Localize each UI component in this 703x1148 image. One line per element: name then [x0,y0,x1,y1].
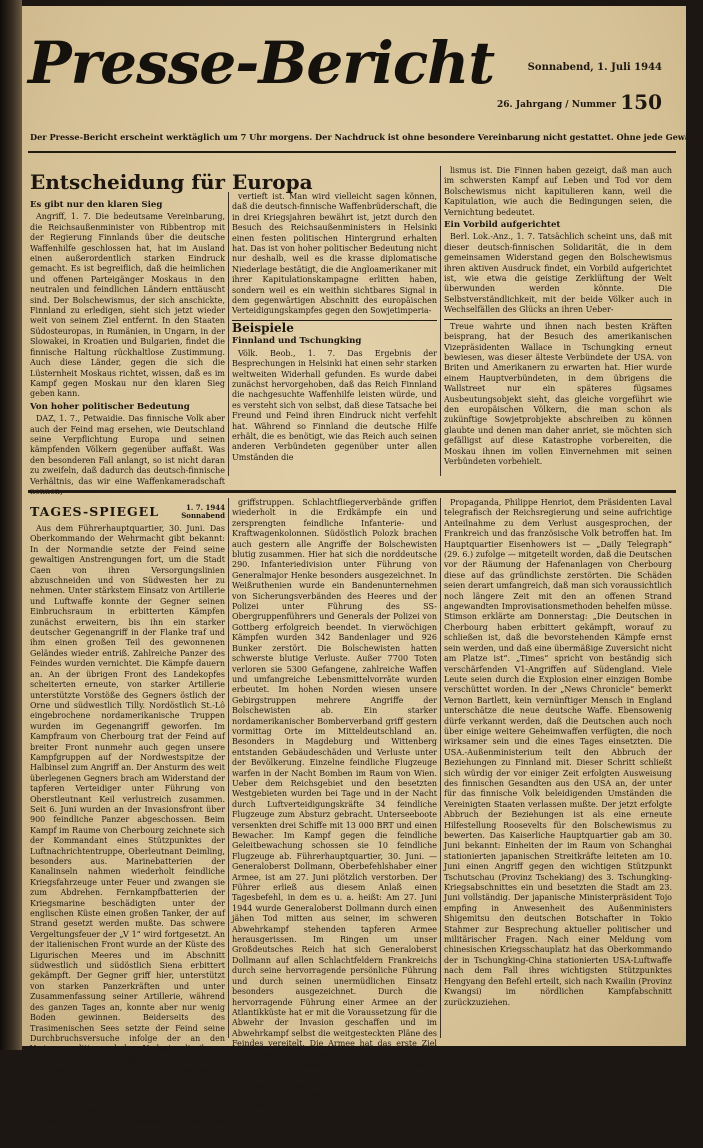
paragraph: vertieft ist. Man wird vielleicht sagen können, daß die deutsch-finnische Waffenbrüderschaft, die in drei Kriegsjahren bewährt ist, jetzt durch den Besuch des Reichsaußenministers in Helsinki einen festen politischen Hintergrund erhalten hat. Das ist von hoher politischer Bedeutung nicht nur deshalb, weil es die krasse diplomatische Niederlage bestätigt, die die Angloamerikaner mit ihrer Kapitulationskampagne erlitten haben, sondern weil es ein weithin sichtbares Signal in dem gegenwärtigen Abschnitt des europäischen Verteidigungskampfes gegen den Sowjetimperia- [232,192,437,316]
issue-volume: 26. Jahrgang / Nummer [497,100,616,110]
column-rule [440,166,441,476]
tagesspiegel-header [30,504,225,519]
masthead-title: Presse-Bericht [28,29,495,97]
section-heading: Beispiele [232,320,294,335]
book-binding [0,0,22,1050]
column-rule [228,192,229,476]
paragraph: Treue wahrte und ihnen nach besten Kräften beisprang, hat der Besuch des amerikanischen Vizepräsidenten Wallace in Tschungking erneut bewiesen, was dieser älteste Verbündete der USA. von Briten und Amerikanern zu erwarten hat. Hier wurde einem Hauptverbündeten, in dem übrigens die Wallstreet nur ein späteres fügsames Ausbeutungsobjekt sieht, das gleiche vorgeführt wie den europäischen Völkern, die man schon als zukünftige Sowjetprobjekte abschreiben zu können glaubte und denen man daher anriet, sie möchten sich gefälligst auf diese Katastrophe vorbereiten, die Moskau ihnen im vollen Einvernehmen mit seinen Verbündeten vorbehielt. [444,321,672,466]
paragraph: griffstruppen. Schlachtfliegerverbände griffen wiederholt in die Erdkämpfe ein und zersprengten feindliche Infanterie- und Kraftwagenkolonnen. Südöstlich Polozk brachen auch gestern alle Angriffe der Bolschewisten blutig zusammen. Hier hat sich die norddeutsche 290. Infanteriedivision unter Führung von Generalmajor Henke besonders ausgezeichnet. In Weißruthenien wurde ein Bandenunternehmen von Sicherungsverbänden des Heeres und der Polizei unter Führung des SS-Obergruppenführers und Generals der Polizei von Gottberg erfolgreich beendet. In vierwöchigen Kämpfen wurden 342 Bandenlager und 926 Bunker zerstört. Die Bolschewisten hatten schwerste blutige Verluste. Außer 7700 Toten verloren sie 5300 Gefangene, zahlreiche Waffen und umfangreiche Lebensmittelvorräte wurden erbeutet. Im hohen Norden wiesen unsere Gebirgstruppen mehrere Angriffe der Bolschewisten ab. Ein starker nordamerikanischer Bomberverband griff gestern vormittag Orte im Mitteldeutschland an. Besonders in Magdeburg und Wittenberg entstanden Gebäudeschäden und Verluste unter der Bevölkerung. Einzelne feindliche Flugzeuge warfen in der Nacht Bomben im Raum von Wien. Ueber dem Reichsgebiet und den besetzten Westgebieten wurden bei Tage und in der Nacht durch Luftverteidigungskräfte 34 feindliche Flugzeuge zum Absturz gebracht. Unterseeboote versenkten drei Schiffe mit 13 000 BRT und einen Bewacher. Im Kampf gegen die feindliche Geleitbewachung schossen sie 10 feindliche Flugzeuge ab. Führerhauptquartier, 30. Juni. — Generaloberst Dollmann, Oberbefehlshaber einer Armee, ist am 27. Juni plötzlich verstorben. Der Führer erließ aus diesem Anlaß einen Tagesbefehl, in dem es u. a. heißt: Am 27. Juni 1944 wurde Generaloberst Dollmann durch einen jähen Tod mitten aus seiner, im schweren Abwehrkampf stehenden tapferen Armee herausgerissen. Im Ringen um unser Großdeutsches Reich hat sich Generaloberst Dollmann auf allen Schlachtfeldern Frankreichs durch seine hervorragende persönliche Führung und durch seinen unermüdlichen Einsatz besonders ausgezeichnet. Durch die hervorragende Führung einer Armee an der Atlantikküste hat er mit die Voraussetzung für die Abwehr der Invasion geschaffen und im Abwehrkampf selbst die weitgesteckten Pläne des Feindes vereitelt. Die Armee hat das erste Ziel der Landung des Gegners zunichtegemacht. Das Heer senkt in stolzer Trauer vor dem toten Oberbefehlshaber einer tapferen Armee die Reichskriegsflagge. Der Reichsminister des Auswärtigen von Ribbentrop hat aus Anlaß der Ermordung des französischen Staatssekretärs für Information und [232,498,437,1121]
column-rule [440,498,441,1038]
paragraph: DAZ, 1. 7., Petwaidie. Das finnische Volk aber auch der Feind mag ersehen, wie Deutschland seine Verpflichtung Europa und seinen kämpfenden Völkern gegenüber auffaßt. Was den besonderen Fall anlangt, so ist nicht daran zu zweifeln, daß dadurch das deutsch-finnische Verhältnis, das wir eine Waffenkameradschaft nennen, [30,414,225,496]
issue-date: Sonnabend, 1. Juli 1944 [527,62,662,73]
column-rule [228,498,229,1038]
section-divider [28,490,676,493]
subheading: Von hoher politischer Bedeutung [30,401,190,412]
subheading: Finnland und Tschungking [232,336,362,347]
lead-headline: Entscheidung für Europa [30,170,313,194]
paragraph: Angriff, 1. 7. Die bedeutsame Vereinbarung, die Reichsaußenminister von Ribbentrop mit der Regierung Finnlands über die deutsche Waffenhilfe geschlossen hat, hat im Ausland einen außerordentlich starken Eindruck gemacht. Es ist begreiflich, daß die heimlichen und offenen Parteigänger Moskaus in den neutralen und feindlichen Ländern enttäuscht sind. Der Bolschewismus, der sich anschickte, Finnland zu erledigen, sieht sich jetzt wieder weit von seinem Ziel entfernt. In den Staaten Südosteuropas, in Rumänien, in Ungarn, in der Slowakei, in Kroatien und Bulgarien, findet die finnische Haltung rückhaltlose Zustimmung. Auch diese Länder, gegen die sich die Lüsternheit Moskaus richtet, wissen, daß es im Kampf gegen Moskau nur den klaren Sieg geben kann. [30,212,225,399]
lead-column-3 [444,166,672,476]
tagesspiegel-column-1 [30,524,225,1147]
paragraph: lismus ist. Die Finnen haben gezeigt, daß man auch im schwersten Kampf auf Leben und Tod vor dem Bolschewismus nicht kapitulieren kann, weil die Kapitulation, wie auch die Bedingungen seien, die Vernichtung bedeutet. [444,166,672,217]
paragraph: Berl. Lok.-Anz., 1. 7. Tatsächlich scheint uns, daß mit dieser deutsch-finnischen Solidarität, die in dem gemeinsamen Widerstand gegen den Bolschewismus ihren aktiven Ausdruck findet, ein Vorbild aufgerichtet ist, wie etwa die geistige Zerklüftung der Welt überwunden werden könnte. Die Selbstverständlichkeit, mit der beide Völker auch in Wechselfällen des Glücks an ihren Ueber- [444,232,672,315]
masthead-subline: Der Presse-Bericht erscheint werktäglich um 7 Uhr morgens. Der Nachdruck ist ohne besondere Vereinbarung nicht gestattet. Ohne jede Gewähr. [30,132,703,142]
subheading: Ein Vorbild aufgerichtet [444,220,561,231]
section-rule [444,319,672,320]
newspaper-page [22,6,703,1147]
lead-column-1 [30,198,225,496]
paragraph: Völk. Beob., 1. 7. Das Ergebnis der Besprechungen in Helsinki hat einen sehr starken weltweiten Widerhall gefunden. Es wurde dabei zunächst hervorgehoben, daß das Reich Finnland die nachgesuchte Waffenhilfe leisten würde, und es versteht sich von selbst, daß diese Tatsache bei Freund und Feind ihren Eindruck nicht verfehlt hat. Während so Finnland die deutsche Hilfe erhält, die es benötigt, wie das Reich auch seinen anderen Verbündeten gegenüber unter allen Umständen die [232,348,437,462]
masthead-rule [28,151,676,153]
lead-column-2 [232,192,437,476]
tagesspiegel-title: TAGES-SPIEGEL [30,504,159,519]
paragraph: Propaganda, Philippe Henriot, dem Präsidenten Laval telegrafisch der Reichsregierung und seine aufrichtige Anteilnahme zu dem Verlust ausgesprochen, der Frankreich und das französische Volk betroffen hat. Im Hauptquartier Eisenhowers ist — „Daily Telegraph“ (29. 6.) zufolge — mitgeteilt worden, daß die Deutschen vor der Räumung der Hafenanlagen von Cherbourg diese auf das gründlichste zerstörten. Die Schäden seien derart umfangreich, daß man sich voraussichtlich noch längere Zeit mit den an offenen Strand angewandten Improvisationsmethoden behelfen müsse. Stimson erklärte am Donnerstag: „Die Deutschen in Cherbourg haben erbittert gekämpft, worauf zu schließen ist, daß die bevorstehenden Kämpfe ernst sein werden, und daß eine übermäßige Zuversicht nicht am Platze ist“. „Times“ spricht von beständig sich verschärfenden V1-Angriffen auf Südengland. Viele Leute seien durch die Explosion einer einzigen Bombe verschüttet worden. In der „News Chronicle“ bemerkt Vernon Bartlett, kein vernünftiger Mensch in England unterschätze die neue deutsche Waffe. Ebensowenig dürfe verkannt werden, daß die Deutschen auch noch über einige weitere Geheimwaffen verfügten, die noch wirksamer sein und die eines Tages einsetzten. Die USA.-Außenministerium teilt den Abbruch der Beziehungen zu Finnland mit. Dieser Schritt schließt sich würdig der vor einiger Zeit erfolgten Ausweisung des finnischen Gesandten aus den USA an, der unter für das finnische Volk beleidigenden Umständen die Vereinigten Staaten verlassen mußte. Der jetzt erfolgte Abbruch der Beziehungen ist als eine erneute Hilfestellung Roosevelts für den Bolschewismus zu bewerten. Das Kaiserliche Hauptquartier gab am 30. Juni bekannt: Einheiten der im Raum von Schanghai stationierten japanischen Streitkräfte leiteten am 10. Juni einen Angriff gegen den wichtigen Stützpunkt Tschutschau (Provinz Tschekiang) des 3. Tschungking-Kriegsabschnittes ein und besetzten die Stadt am 23. Juni vollständig. Der japanische Ministerpräsident Tojo empfing in Anwesenheit des Außenministers Shigemitsu den deutschen Botschafter in Tokio Stahmer zur Besprechung aktueller politischer und militärischer Fragen. Nach einer Meldung vom chinesischen Kriegsschauplatz hat das Oberkommando der in Tschungking-China stationierten USA-Luftwaffe nach dem Fall ihres wichtigsten Stützpunktes Hengyang den Befehl erteilt, sich nach Kwailin (Provinz Kwangsi) im nördlichen Kampfabschnitt zurückzuziehen. [444,498,672,1007]
issue-number: 150 [620,90,662,114]
tagesspiegel-column-2 [232,498,437,1121]
tagesspiegel-column-3 [444,498,672,1038]
paragraph: Aus dem Führerhauptquartier, 30. Juni. Das Oberkommando der Wehrmacht gibt bekannt: In der Normandie setzte der Feind seine gewaltigen Anstrengungen fort, um die Stadt Caen von ihren Versorgungslinien abzuschneiden und von Südwesten her zu nehmen. Unter stärkstem Einsatz von Artillerie und Luftwaffe konnte der Gegner seinen Einbruchsraum in erbitterten Kämpfen zunächst erweitern, bis ihn ein starker deutscher Gegenangriff in der Flanke traf und ihm einen großen Teil des gewonnenen Geländes wieder entriß. Zahlreiche Panzer des Feindes wurden vernichtet. Die Kämpfe dauern an. An der übrigen Front des Landekopfes scheiterten erneute, von starker Artillerie unterstützte Vorstöße des Gegners östlich der Orne und südwestlich Tilly. Nordöstlich St.-Lô eingebrochene nordamerikanische Truppen wurden im Gegenangriff geworfen. Im Kampfraum von Cherbourg trat der Feind auf breiter Front nunmehr auch gegen unsere Kampfgruppen auf der Nordwestspitze der Halbinsel zum Angriff an. Der Ansturm des weit überlegenen Gegners brach am Widerstand der tapferen Verteidiger unter Führung von Oberstleutnant Keil verlustreich zusammen. Seit 6. Juni wurden an der Invasionsfront über 900 feindliche Panzer abgeschossen. Beim Kampf im Raume von Cherbourg zeichnete sich der Kommandant eines Stützpunktes der Luftnachrichtentruppe, Oberleutnant Deimling, besonders aus. Marinebatterien der Kanalinseln nahmen wiederholt feindliche Kriegsfahrzeuge unter Feuer und zwangen sie zum Abdrehen. Fernkampfbatterien der Kriegsmarine beschädigten unter der englischen Küste einen großen Tanker, der auf Strand gesetzt werden mußte. Das schwere Vergeltungsfeuer der „V 1“ wird fortgesetzt. An der italienischen Front wurde an der Küste des Ligurischen Meeres und im Abschnitt südwestlich und südöstlich Siena erbittert gekämpft. Der Gegner griff hier, unterstützt von starken Panzerkräften und unter Zusammenfassung seiner Artillerie, während des ganzen Tages an, konnte aber nur wenig Boden gewinnen. Beiderseits des Trasimenischen Sees setzte der Feind seine Durchbruchsversuche infolge der an den Vortagen erlittenen hohen Verluste, die ihn zu erneuten Umgruppierungen zwangen, gestern während des Tages nicht fort. Erst gegen Abend nahm er seine Angriffe wieder auf, die noch im Gange sind. In der Mitte der Ostfront wird weiter erbittert gekämpft. Zwischen Sluzk und Bobruisk wurden feindliche Angriffsspitzen an einigen Stellen aufgefangen. Bei Borissow und südwestlich Polozk kam es zu heftigen Kämpfen mit feindlichen An- [30,524,225,1147]
subheading: Es gibt nur den klaren Sieg [30,200,163,210]
tagesspiegel-date: 1. 7. 1944 Sonnabend [181,503,225,520]
